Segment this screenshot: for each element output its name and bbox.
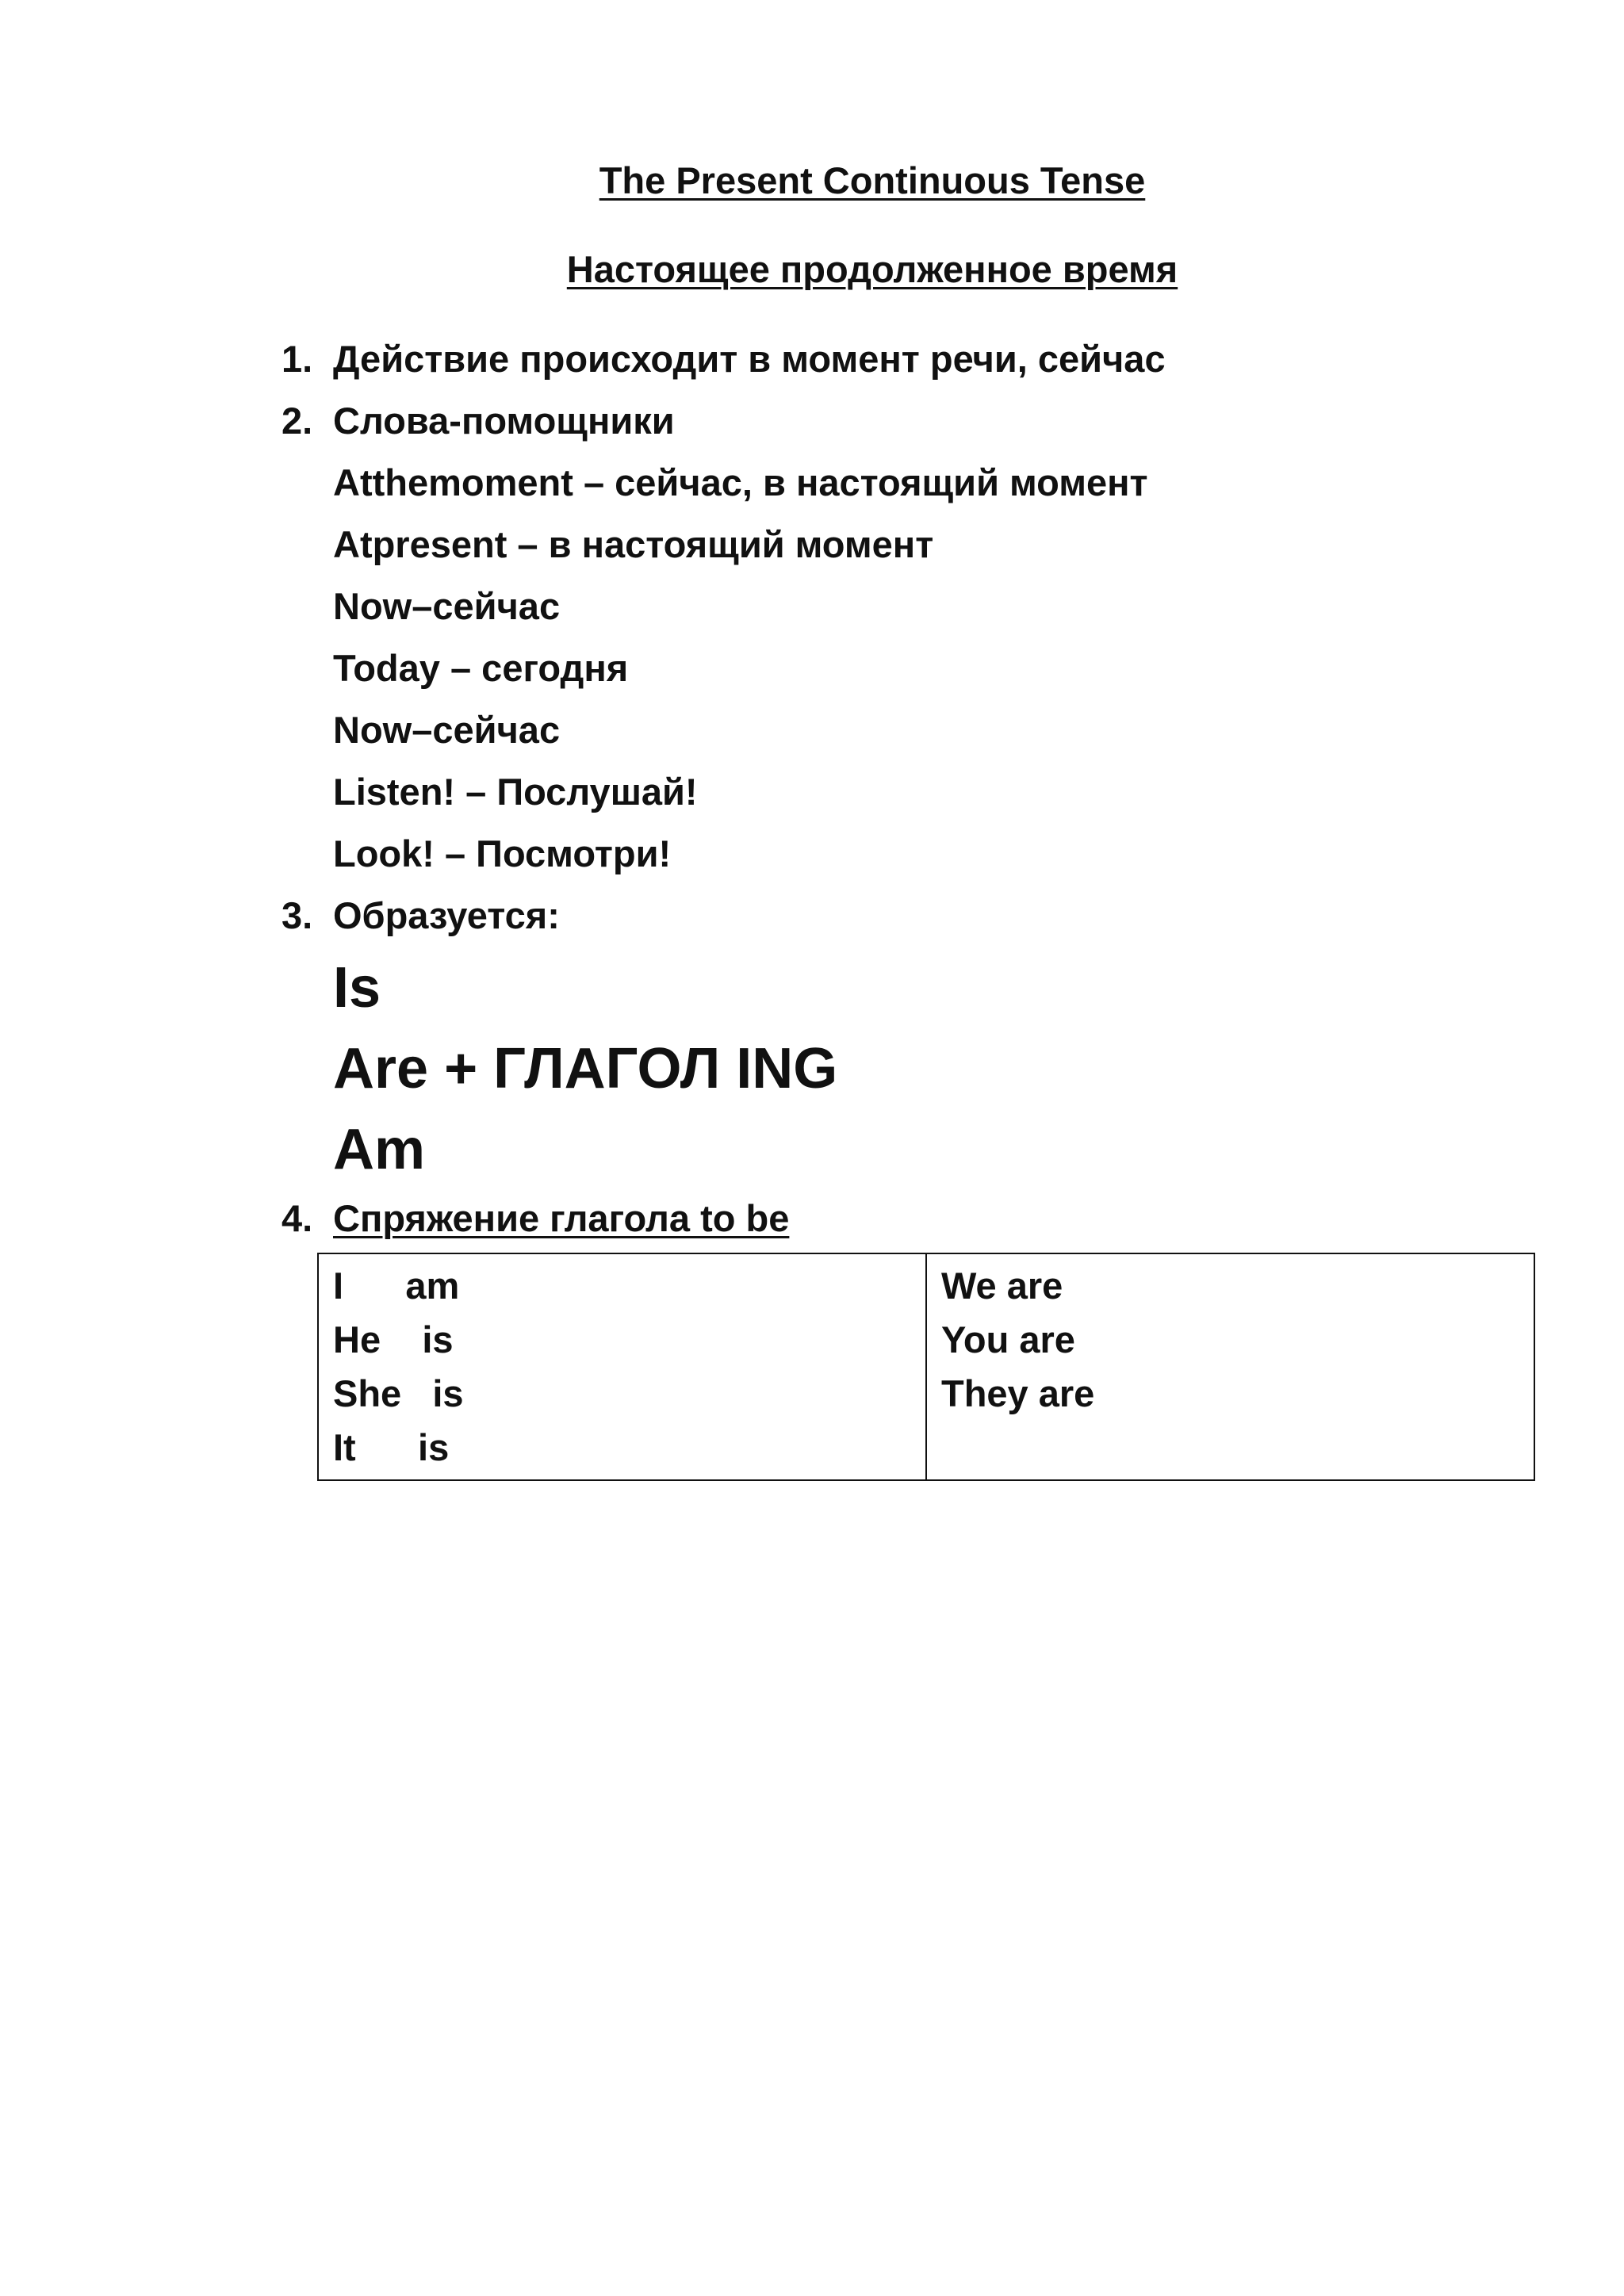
item-number-3: 3. xyxy=(282,894,313,936)
plural-form: You are xyxy=(941,1318,1075,1360)
conjugation-table xyxy=(317,1253,1535,1481)
helper-word: Atthemoment – сейчас, в настоящий момент xyxy=(333,461,1148,503)
helper-word: Now–сейчас xyxy=(333,709,561,751)
helper-word: Atpresent – в настоящий момент xyxy=(333,523,934,565)
formation-are-verb-ing: Are + ГЛАГОЛ ING xyxy=(333,1037,838,1100)
formation-is: Is xyxy=(333,956,381,1020)
item-text-4: Спряжение глагола to be xyxy=(333,1197,790,1239)
helper-word: Look! – Посмотри! xyxy=(333,832,672,874)
plural-cell xyxy=(926,1253,1534,1480)
helper-word: Now–сейчас xyxy=(333,585,561,627)
item-text-3: Образуется: xyxy=(333,894,560,936)
singular-form: He is xyxy=(333,1318,454,1360)
item-text-2: Слова-помощники xyxy=(333,400,675,442)
item-number-1: 1. xyxy=(282,338,313,380)
helper-word: Listen! – Послушай! xyxy=(333,771,698,813)
singular-cell xyxy=(318,1253,926,1480)
page-title: The Present Continuous Tense xyxy=(599,159,1146,201)
formation-am: Am xyxy=(333,1118,426,1181)
item-number-2: 2. xyxy=(282,400,313,442)
page-subtitle: Настоящее продолженное время xyxy=(566,248,1178,290)
singular-form: I am xyxy=(333,1265,460,1307)
item-number-4: 4. xyxy=(282,1197,313,1239)
helper-word: Today – сегодня xyxy=(333,647,629,689)
singular-form: She is xyxy=(333,1372,464,1414)
item-text-1: Действие происходит в момент речи, сейчас xyxy=(333,338,1166,380)
plural-form: We are xyxy=(941,1265,1063,1307)
plural-form: They are xyxy=(941,1372,1095,1414)
singular-form: It is xyxy=(333,1426,450,1468)
table-row xyxy=(318,1253,1534,1480)
